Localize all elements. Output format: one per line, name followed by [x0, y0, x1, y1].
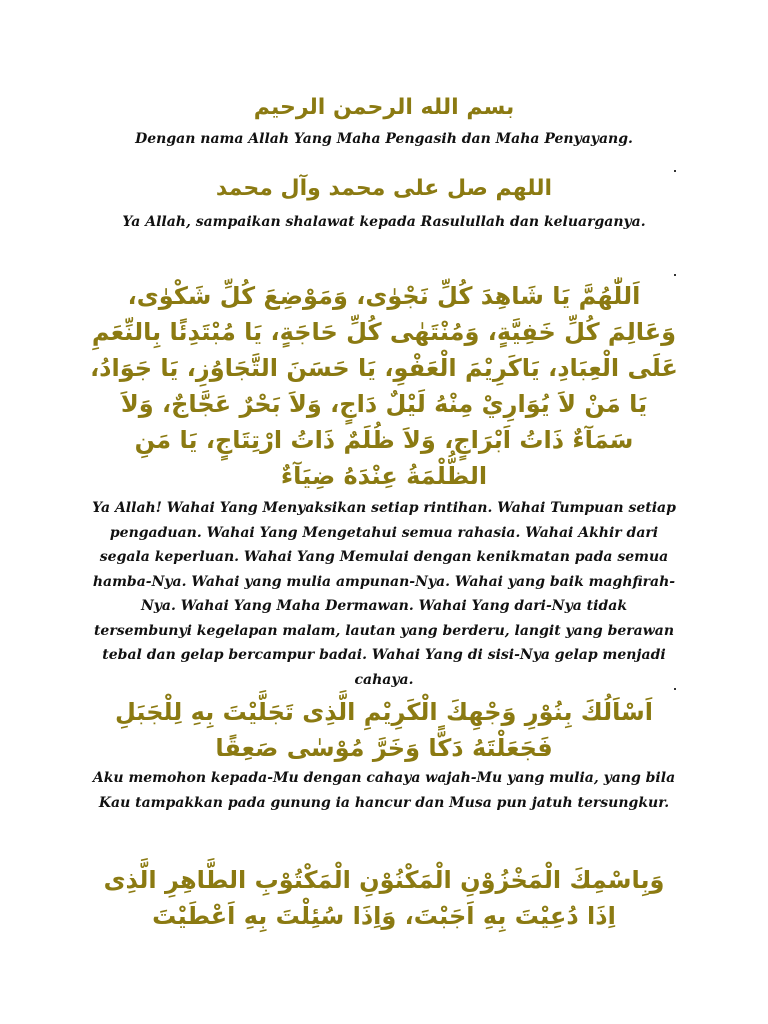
translation-basmalah: Dengan nama Allah Yang Maha Pengasih dan Maha Penyayang.	[135, 131, 633, 147]
section-hidden-name	[90, 862, 678, 934]
section-noor	[90, 694, 678, 815]
section-supplication	[90, 278, 678, 692]
translation-shalawat: Ya Allah, sampaikan shalawat kepada Rasulullah dan keluarganya.	[122, 214, 646, 230]
arabic-basmalah: بسم الله الرحمن الرحيم	[253, 95, 515, 120]
translation-supplication: Ya Allah! Wahai Yang Menyaksikan setiap rintihan. Wahai Tumpuan setiap pengaduan. Wahai Yang Mengetahui semua rahasia. Wahai Akhir dari segala keperluan. Wahai Yang Memulai dengan kenikmatan pada semua hamba-Nya. Wahai yang mulia ampunan-Nya. Wahai yang baik maghfirah-Nya. Wahai Yang Maha Dermawan. Wahai Yang dari-Nya tidak tersembunyi kegelapan malam, lautan yang berderu, langit yang berawan tebal dan gelap bercampur badai. Wahai Yang di sisi-Nya gelap menjadi cahaya.	[92, 500, 676, 688]
arabic-noor: اَسْاَلُكَ بِنُوْرِ وَجْهِكَ الْكَرِيْمِ الَّذِى تَجَلَّيْتَ بِهِ لِلْجَبَلِ فَجَعَلْتَهُ دَكًّا وَخَرَّ مُوْسٰى صَعِقًا	[114, 698, 654, 762]
translation-noor: Aku memohon kepada-Mu dengan cahaya wajah-Mu yang mulia, yang bila Kau tampakkan pada gunung ia hancur dan Musa pun jatuh tersungkur.	[92, 770, 676, 811]
arabic-supplication: اَللّٰهُمَّ يَا شَاهِدَ كُلِّ نَجْوٰى، وَمَوْضِعَ كُلِّ شَكْوٰى، وَعَالِمَ كُلِّ خَفِيَّةٍ، وَمُنْتَهٰى كُلِّ حَاجَةٍ، يَا مُبْتَدِئًا بِالنِّعَمِ عَلَى الْعِبَادِ، يَاكَرِيْمَ الْعَفْوِ، يَا حَسَنَ التَّجَاوُزِ، يَا جَوَادُ، يَا مَنْ لاَ يُوَارِيْ مِنْهُ لَيْلٌ دَاجٍ، وَلاَ بَحْرٌ عَجَّاجٌ، وَلاَ سَمَآءٌ ذَاتُ اَبْرَاجٍ، وَلاَ ظُلَمٌ ذَاتُ ارْتِتَاجٍ، يَا مَنِ الظُّلْمَةُ عِنْدَهُ ضِيَآءٌ	[90, 282, 678, 490]
arabic-hidden-name: وَبِاسْمِكَ الْمَخْزُوْنِ الْمَكْنُوْنِ الْمَكْتُوْبِ الطَّاهِرِ الَّذِى اِذَا دُعِيْتَ بِهِ اَجَبْتَ، وَاِذَا سُئِلْتَ بِهِ اَعْطَيْتَ	[103, 866, 665, 930]
paragraph-marker	[674, 274, 676, 276]
section-shalawat	[90, 172, 678, 235]
arabic-shalawat: اللهم صل على محمد وآل محمد	[215, 176, 553, 201]
paragraph-marker	[674, 688, 676, 690]
section-basmalah	[90, 91, 678, 152]
